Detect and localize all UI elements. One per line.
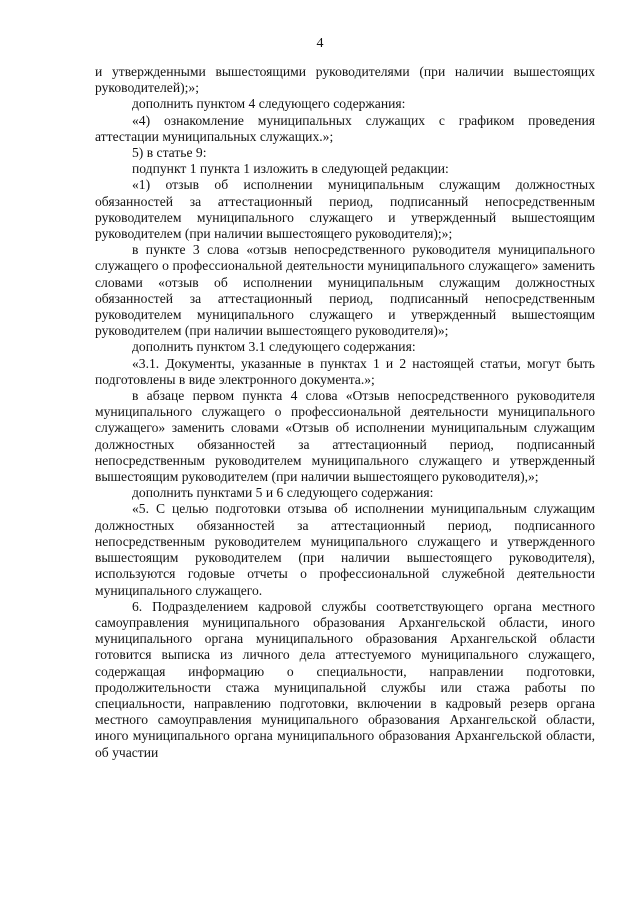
paragraph-3: «4) ознакомление муниципальных служащих с графиком проведения аттестации муниципальных служащих.»;: [95, 112, 595, 144]
paragraph-1: и утвержденными вышестоящими руководителями (при наличии вышестоящих руководителей);»;: [95, 64, 595, 96]
paragraph-7: в пункте 3 слова «отзыв непосредственного руководителя муниципального служащего о профессиональной деятельности муниципального служащего» заменить словами «отзыв об исполнении муниципальным служащим должностных обязанностей за аттестационный период, подписанный непосредственным руководителем муниципального служащего и утвержденный вышестоящим руководителем (при наличии вышестоящего руководителя)»;: [95, 242, 595, 339]
paragraph-6: «1) отзыв об исполнении муниципальным служащим должностных обязанностей за аттестационный период, подписанный непосредственным руководителем муниципального служащего и утвержденный вышестоящим руководителем (при наличии вышестоящего руководителя);»;: [95, 177, 595, 242]
paragraph-4: 5) в статье 9:: [132, 145, 207, 161]
paragraph-9: «3.1. Документы, указанные в пунктах 1 и 2 настоящей статьи, могут быть подготовлены в виде электронного документа.»;: [95, 355, 595, 387]
paragraph-12: «5. С целью подготовки отзыва об исполнении муниципальным служащим должностных обязанностей за аттестационный период, подписанного непосредственным руководителем муниципального служащего и утвержденного вышестоящим руководителем (при наличии вышестоящего руководителя), используются годовые отчеты о профессиональной служебной деятельности муниципального служащего.: [95, 501, 595, 598]
paragraph-8: дополнить пунктом 3.1 следующего содержания:: [132, 339, 416, 355]
paragraph-2: дополнить пунктом 4 следующего содержания:: [132, 96, 406, 112]
document-body: [95, 64, 595, 761]
paragraph-5: подпункт 1 пункта 1 изложить в следующей редакции:: [132, 161, 449, 177]
paragraph-10: в абзаце первом пункта 4 слова «Отзыв непосредственного руководителя муниципального служащего о профессиональной деятельности муниципального служащего» заменить словами «Отзыв об исполнении муниципальным служащим должностных обязанностей за аттестационный период, подписанный непосредственным руководителем муниципального служащего и утвержденный вышестоящим руководителем (при наличии вышестоящего руководителя),»;: [95, 388, 595, 485]
paragraph-13: 6. Подразделением кадровой службы соответствующего органа местного самоуправления муниципального образования Архангельской области, иного муниципального органа муниципального образования Архангельской области готовится выписка из личного дела аттестуемого муниципального служащего, содержащая информацию о специальности, направлении подготовки, продолжительности стажа муниципальной службы или стажа работы по специальности, направлению подготовки, включении в кадровый резерв органа местного самоуправления муниципального образования Архангельской области, иного муниципального органа муниципального образования Архангельской области, об участии: [95, 598, 595, 760]
page-number: 4: [316, 36, 324, 51]
paragraph-11: дополнить пунктами 5 и 6 следующего содержания:: [132, 485, 434, 501]
